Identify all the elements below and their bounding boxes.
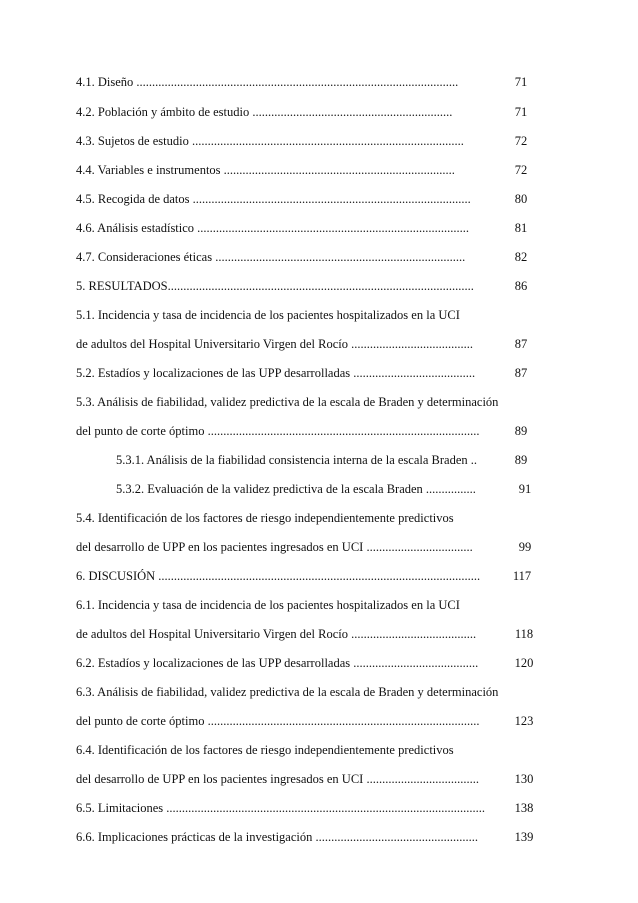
toc-entry-title: 6. DISCUSIÓN ....................................................................................................... <box>76 569 481 583</box>
toc-entry-title: 5.1. Incidencia y tasa de incidencia de los pacientes hospitalizados en la UCI <box>76 308 460 322</box>
toc-page-number: 71 <box>514 105 528 119</box>
toc-page-number: 139 <box>514 830 534 844</box>
toc-page-number: 118 <box>514 627 534 641</box>
toc-page-number: 130 <box>514 772 534 786</box>
toc-entry-title: 6.5. Limitaciones ...................................................................................................... <box>76 801 486 815</box>
toc-page-number: 117 <box>512 569 532 583</box>
toc-page-number: 80 <box>514 192 528 206</box>
toc-entry-title: 6.4. Identificación de los factores de riesgo independientemente predictivos <box>76 743 454 757</box>
toc-page-number: 72 <box>514 163 528 177</box>
toc-entry-title: 4.7. Consideraciones éticas ................................................................................ <box>76 250 466 264</box>
toc-entry-title: 4.4. Variables e instrumentos .......................................................................... <box>76 163 455 177</box>
toc-entry-title: 5.2. Estadíos y localizaciones de las UPP desarrolladas ....................................... <box>76 366 476 380</box>
toc-entry-title: 6.1. Incidencia y tasa de incidencia de los pacientes hospitalizados en la UCI <box>76 598 460 612</box>
toc-page-number: 138 <box>514 801 534 815</box>
toc-entry-title: 5.3. Análisis de fiabilidad, validez predictiva de la escala de Braden y determinación <box>76 395 499 409</box>
toc-entry-title: del punto de corte óptimo ....................................................................................... <box>76 424 480 438</box>
toc-page-number: 99 <box>518 540 532 554</box>
toc-entry-title: del desarrollo de UPP en los pacientes ingresados en UCI .................................. <box>76 540 473 554</box>
toc-entry-title: 6.6. Implicaciones prácticas de la investigación .................................................... <box>76 830 478 844</box>
toc-entry-title: 5.3.2. Evaluación de la validez predictiva de la escala Braden ................ <box>116 482 476 496</box>
toc-entry-title: 5.3.1. Análisis de la fiabilidad consistencia interna de la escala Braden .. <box>116 453 477 467</box>
toc-entry-title: 4.5. Recogida de datos ......................................................................................... <box>76 192 471 206</box>
toc-entry-title: 6.3. Análisis de fiabilidad, validez predictiva de la escala de Braden y determinación <box>76 685 499 699</box>
toc-page-number: 82 <box>514 250 528 264</box>
toc-page-number: 91 <box>518 482 532 496</box>
toc-entry-title: 6.2. Estadíos y localizaciones de las UPP desarrolladas ........................................ <box>76 656 479 670</box>
toc-entry-title: del punto de corte óptimo ....................................................................................... <box>76 714 480 728</box>
toc-page-number: 72 <box>514 134 528 148</box>
toc-page-number: 120 <box>514 656 534 670</box>
toc-page-number: 87 <box>514 337 528 351</box>
toc-page-number: 123 <box>514 714 534 728</box>
toc-entry-title: 4.3. Sujetos de estudio ....................................................................................... <box>76 134 464 148</box>
toc-page-number: 71 <box>514 75 528 89</box>
toc-entry-title: del desarrollo de UPP en los pacientes ingresados en UCI .................................... <box>76 772 479 786</box>
toc-page-number: 87 <box>514 366 528 380</box>
toc-entry-title: 4.6. Análisis estadístico ....................................................................................... <box>76 221 470 235</box>
toc-page-number: 89 <box>514 424 528 438</box>
toc-entry-title: 5. RESULTADOS.................................................................................................. <box>76 279 474 293</box>
toc-page-number: 86 <box>514 279 528 293</box>
toc-entry-title: 4.2. Población y ámbito de estudio ................................................................ <box>76 105 453 119</box>
toc-page-number: 81 <box>514 221 528 235</box>
toc-entry-title: de adultos del Hospital Universitario Virgen del Rocío ........................................ <box>76 627 477 641</box>
toc-entry-title: 5.4. Identificación de los factores de riesgo independientemente predictivos <box>76 511 454 525</box>
toc-entry-title: 4.1. Diseño ....................................................................................................... <box>76 75 459 89</box>
toc-entry-title: de adultos del Hospital Universitario Virgen del Rocío ....................................... <box>76 337 474 351</box>
toc-page-number: 89 <box>514 453 528 467</box>
